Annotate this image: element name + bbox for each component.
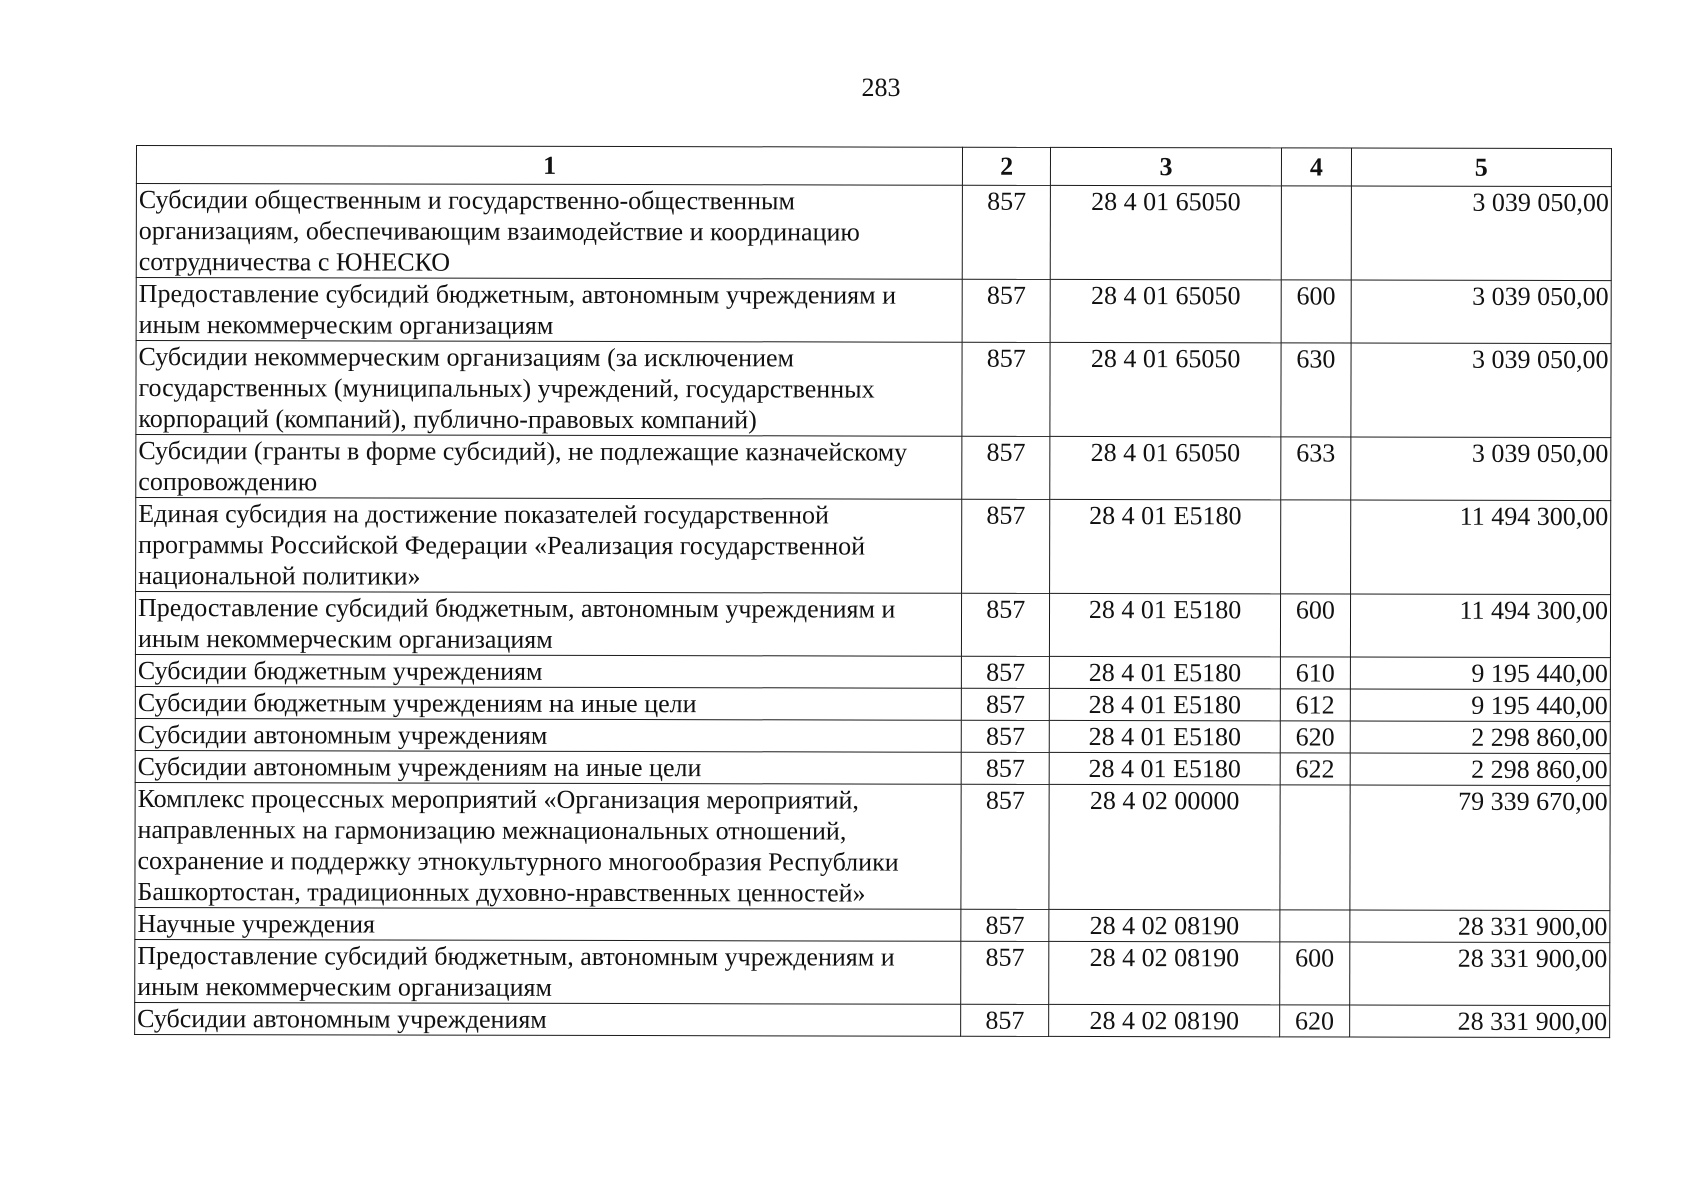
page-number: 283: [861, 73, 901, 102]
row-gr-cell: 857: [961, 1004, 1049, 1036]
row-csr-cell: 28 4 01 E5180: [1049, 720, 1280, 752]
header-col-4: 4: [1282, 148, 1351, 186]
row-vr-cell: 622: [1280, 753, 1349, 785]
table-row: [135, 939, 1610, 1005]
row-sum-cell: 28 331 900,00: [1349, 942, 1610, 1006]
row-vr-cell: [1280, 785, 1350, 910]
row-sum-cell: 28 331 900,00: [1349, 1005, 1610, 1038]
row-vr-cell: 620: [1280, 1005, 1349, 1037]
row-csr-cell: 28 4 01 E5180: [1049, 752, 1280, 784]
table-row: [135, 1002, 1610, 1037]
row-name-cell: Субсидии автономным учреждениям на иные цели: [135, 750, 962, 784]
row-name-cell: Предоставление субсидий бюджетным, автономным учреждениям и иным некоммерческим организациям: [135, 592, 962, 657]
row-gr-cell: 857: [963, 279, 1051, 342]
table-row: [135, 750, 1610, 785]
row-csr-cell: 28 4 01 65050: [1050, 185, 1281, 279]
row-sum-cell: 3 039 050,00: [1350, 437, 1611, 501]
row-csr-cell: 28 4 01 E5180: [1049, 688, 1280, 720]
table-row: [135, 718, 1610, 753]
row-gr-cell: 857: [962, 720, 1050, 752]
row-gr-cell: 857: [962, 752, 1050, 784]
row-sum-cell: 11 494 300,00: [1350, 500, 1611, 595]
row-name-cell: Субсидии автономным учреждениям: [135, 718, 962, 752]
header-col-5: 5: [1351, 148, 1612, 187]
row-sum-cell: 3 039 050,00: [1351, 186, 1612, 281]
row-csr-cell: 28 4 02 08190: [1049, 909, 1280, 941]
row-gr-cell: 857: [961, 909, 1049, 941]
table-row: [135, 654, 1610, 689]
row-vr-cell: 612: [1280, 689, 1349, 721]
row-vr-cell: [1281, 500, 1351, 594]
row-csr-cell: 28 4 02 08190: [1049, 1004, 1280, 1036]
row-vr-cell: 610: [1281, 657, 1350, 689]
row-sum-cell: 2 298 860,00: [1350, 753, 1611, 786]
row-sum-cell: 2 298 860,00: [1350, 721, 1611, 754]
row-sum-cell: 28 331 900,00: [1349, 910, 1610, 943]
row-name-cell: Научные учреждения: [135, 907, 962, 941]
row-gr-cell: 857: [961, 784, 1049, 909]
row-csr-cell: 28 4 01 65050: [1050, 279, 1281, 342]
row-csr-cell: 28 4 01 E5180: [1049, 593, 1280, 656]
row-gr-cell: 857: [962, 436, 1050, 499]
row-sum-cell: 3 039 050,00: [1350, 343, 1611, 438]
row-csr-cell: 28 4 01 65050: [1050, 436, 1281, 499]
row-csr-cell: 28 4 01 E5180: [1049, 656, 1280, 688]
row-name-cell: Комплекс процессных мероприятий «Организация мероприятий, направленных на гармонизацию межнациональных отношений, сохранение и поддержку этнокультурного многообразия Республики Башкортостан, традиционных духовно-нравственных ценностей»: [135, 782, 962, 909]
header-col-1: 1: [136, 146, 963, 186]
row-vr-cell: 600: [1280, 942, 1350, 1005]
row-name-cell: Субсидии общественным и государственно-общественным организациям, обеспечивающим взаимодействие и координацию сотрудничества с ЮНЕСКО: [136, 184, 963, 280]
table-row: [136, 498, 1611, 595]
row-vr-cell: [1280, 910, 1349, 942]
table-row: [136, 184, 1611, 281]
header-col-2: 2: [963, 147, 1051, 185]
row-name-cell: Субсидии бюджетным учреждениям: [135, 654, 962, 688]
row-csr-cell: 28 4 02 08190: [1049, 941, 1280, 1004]
row-name-cell: Субсидии бюджетным учреждениям на иные цели: [135, 686, 962, 720]
table-row: [136, 435, 1611, 501]
row-csr-cell: 28 4 01 E5180: [1050, 499, 1281, 593]
row-vr-cell: 620: [1280, 721, 1349, 753]
table-row: [135, 907, 1610, 942]
row-name-cell: Предоставление субсидий бюджетным, автономным учреждениям и иным некоммерческим организациям: [136, 278, 963, 343]
row-name-cell: Субсидии (гранты в форме субсидий), не подлежащие казначейскому сопровождению: [136, 435, 963, 500]
row-sum-cell: 3 039 050,00: [1351, 280, 1612, 344]
row-vr-cell: [1281, 186, 1351, 280]
row-gr-cell: 857: [962, 656, 1050, 688]
row-sum-cell: 79 339 670,00: [1349, 785, 1610, 911]
row-vr-cell: 600: [1281, 594, 1351, 657]
row-name-cell: Субсидии автономным учреждениям: [135, 1002, 962, 1036]
row-vr-cell: 633: [1281, 437, 1351, 500]
header-col-3: 3: [1050, 147, 1281, 185]
row-vr-cell: 600: [1281, 280, 1351, 343]
table-row: [136, 278, 1611, 344]
row-vr-cell: 630: [1281, 343, 1351, 437]
row-sum-cell: 9 195 440,00: [1350, 689, 1611, 722]
row-name-cell: Предоставление субсидий бюджетным, автономным учреждениям и иным некоммерческим организациям: [135, 939, 962, 1004]
table-body: [135, 184, 1612, 1038]
header-row: [136, 146, 1611, 187]
row-name-cell: Единая субсидия на достижение показателей государственной программы Российской Федерации «Реализация государственной национальной политики»: [136, 498, 963, 594]
row-gr-cell: 857: [962, 342, 1050, 436]
row-gr-cell: 857: [963, 185, 1051, 279]
table-row: [136, 341, 1611, 438]
table-row: [135, 686, 1610, 721]
row-gr-cell: 857: [962, 593, 1050, 656]
table-row: [135, 592, 1610, 658]
row-sum-cell: 11 494 300,00: [1350, 594, 1611, 658]
row-name-cell: Субсидии некоммерческим организациям (за исключением государственных (муниципальных) учреждений, государственных корпораций (компаний), публично-правовых компаний): [136, 341, 963, 437]
row-sum-cell: 9 195 440,00: [1350, 657, 1611, 690]
table-header: [136, 146, 1611, 187]
table-row: [135, 782, 1610, 910]
row-gr-cell: 857: [962, 499, 1050, 593]
row-gr-cell: 857: [962, 688, 1050, 720]
row-gr-cell: 857: [961, 941, 1049, 1004]
budget-table: [134, 145, 1612, 1038]
row-csr-cell: 28 4 01 65050: [1050, 342, 1281, 436]
row-csr-cell: 28 4 02 00000: [1049, 784, 1281, 909]
